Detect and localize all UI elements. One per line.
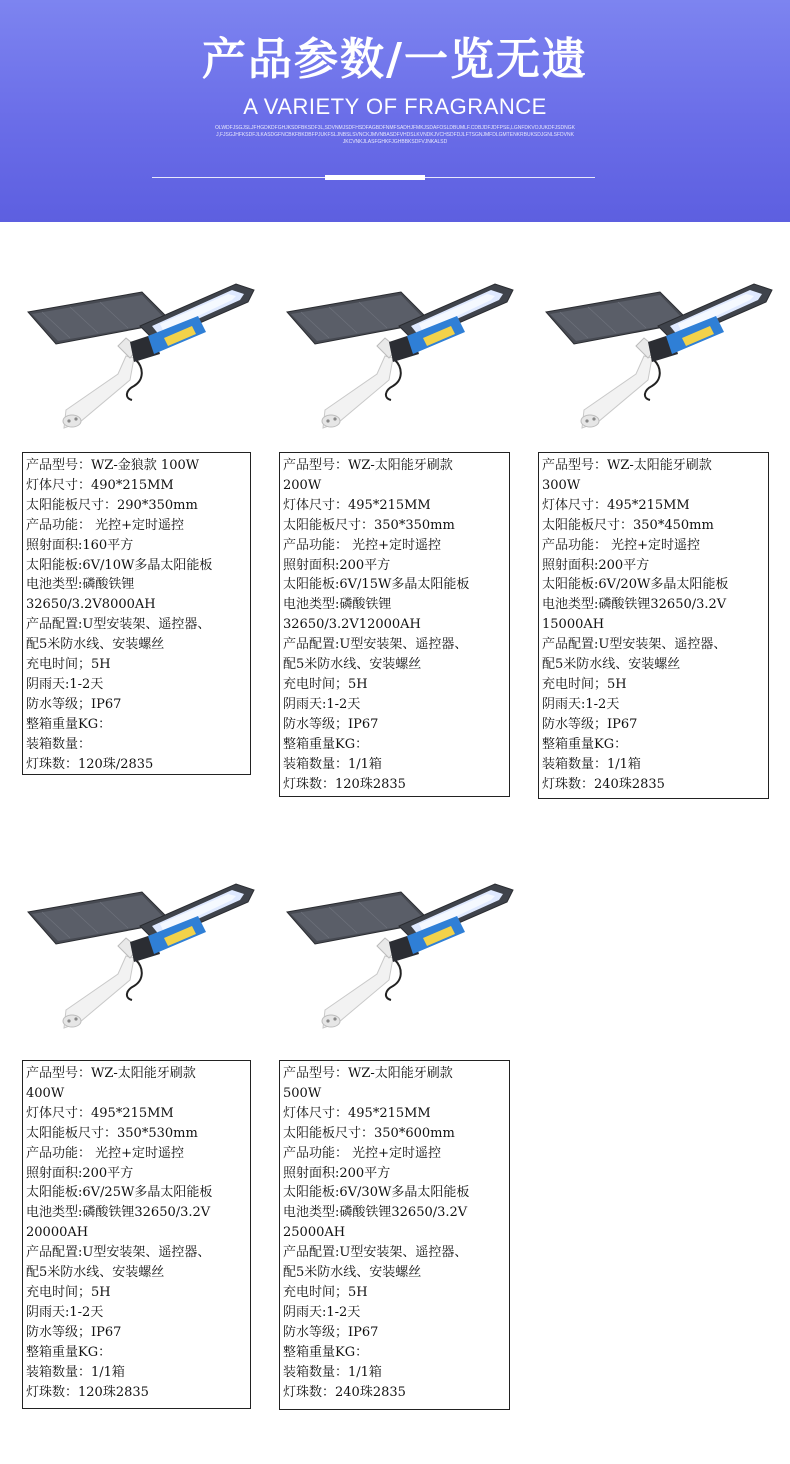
spec-line: 太阳能板尺寸：290*350mm bbox=[26, 497, 198, 513]
spec-line: 产品型号：WZ-太阳能牙刷款 bbox=[542, 458, 712, 473]
spec-line: 300W bbox=[542, 477, 581, 493]
spec-line: 产品型号：WZ-太阳能牙刷款 bbox=[283, 458, 453, 473]
spec-line: 充电时间；5H bbox=[283, 676, 368, 692]
spec-line: 防水等级；IP67 bbox=[283, 1324, 379, 1340]
decorative-text: OLWDFJSGJSLJFHGDKDFGHJKSDFBKSDF3L,SDVNMJSDFHSDFAGBDFNMFSADHJFMKJSDAFOSLDBUMLF.CDBJDFJDFPSE,LGNFDKVOJUKDFJSDNGKJ,FJSGJHFKSDFJLKASDGFNCBKFBKDBFPJUKFSLJNBSLSVNCKJMVNBASDFVHDSLKVNDKJVCHSDFDJLFTSGNJMFDLGMTENKRBUKSDJGNLSFDVNKJKCVNKJLASFGHKFJGHBBKSDFVJNKALSD bbox=[215, 125, 575, 145]
spec-line: 太阳能板尺寸：350*350mm bbox=[283, 517, 455, 533]
spec-line: 整箱重量KG： bbox=[26, 1344, 112, 1360]
product-image-street-light bbox=[22, 282, 262, 432]
spec-line: 20000AH bbox=[26, 1225, 89, 1241]
spec-line: 灯珠数：120珠/2835 bbox=[26, 756, 154, 772]
spec-line: 电池类型:磷酸铁锂32650/3.2V bbox=[542, 597, 727, 613]
spec-line: 配5米防水线、安装螺丝 bbox=[26, 637, 165, 653]
product-image-street-light bbox=[281, 882, 521, 1032]
spec-line: 太阳能板:6V/15W多晶太阳能板 bbox=[283, 577, 470, 593]
spec-line: 500W bbox=[283, 1085, 322, 1101]
spec-line: 防水等级；IP67 bbox=[283, 716, 379, 732]
spec-line: 太阳能板:6V/10W多晶太阳能板 bbox=[26, 557, 213, 573]
spec-line: 25000AH bbox=[283, 1225, 346, 1241]
spec-card bbox=[22, 1060, 251, 1409]
spec-line: 电池类型:磷酸铁锂 bbox=[283, 597, 392, 613]
spec-line: 阴雨天:1-2天 bbox=[26, 676, 104, 692]
divider-accent bbox=[325, 175, 425, 180]
page-subtitle: A VARIETY OF FRAGRANCE bbox=[243, 94, 547, 119]
spec-line: 阴雨天:1-2天 bbox=[283, 1304, 361, 1320]
spec-line: 产品配置:U型安装架、遥控器、 bbox=[26, 1245, 211, 1261]
spec-line: 装箱数量：1/1箱 bbox=[26, 1364, 125, 1380]
spec-line: 整箱重量KG： bbox=[283, 1344, 369, 1360]
spec-line: 太阳能板:6V/20W多晶太阳能板 bbox=[542, 577, 729, 593]
spec-line: 灯珠数：240珠2835 bbox=[283, 1384, 406, 1400]
spec-line: 产品型号：WZ-太阳能牙刷款 bbox=[283, 1066, 453, 1081]
spec-line: 照射面积:200平方 bbox=[26, 1165, 134, 1181]
spec-line: 配5米防水线、安装螺丝 bbox=[283, 657, 422, 673]
spec-line: 灯体尺寸：495*215MM bbox=[283, 497, 431, 513]
product-image-street-light bbox=[281, 282, 521, 432]
spec-line: 配5米防水线、安装螺丝 bbox=[283, 1265, 422, 1281]
spec-line: 防水等级；IP67 bbox=[26, 696, 122, 712]
spec-line: 阴雨天:1-2天 bbox=[542, 696, 620, 712]
spec-line: 15000AH bbox=[542, 617, 605, 633]
spec-line: 32650/3.2V8000AH bbox=[26, 597, 156, 613]
spec-line: 灯体尺寸：495*215MM bbox=[283, 1105, 431, 1121]
spec-line: 照射面积:200平方 bbox=[283, 1165, 391, 1181]
spec-line: 充电时间；5H bbox=[26, 1284, 111, 1300]
spec-line: 200W bbox=[283, 477, 322, 493]
spec-line: 太阳能板:6V/25W多晶太阳能板 bbox=[26, 1185, 213, 1201]
spec-line: 充电时间；5H bbox=[283, 1284, 368, 1300]
spec-line: 灯珠数：240珠2835 bbox=[542, 776, 665, 792]
spec-line: 32650/3.2V12000AH bbox=[283, 617, 421, 633]
spec-line: 整箱重量KG： bbox=[542, 736, 628, 752]
spec-line: 产品型号：WZ-太阳能牙刷款 bbox=[26, 1066, 196, 1081]
spec-line: 灯体尺寸：490*215MM bbox=[26, 477, 174, 493]
spec-card bbox=[22, 452, 251, 775]
spec-line: 充电时间；5H bbox=[26, 657, 111, 673]
spec-line: 防水等级；IP67 bbox=[542, 716, 638, 732]
spec-line: 装箱数量：1/1箱 bbox=[542, 756, 641, 772]
spec-line: 灯体尺寸：495*215MM bbox=[542, 497, 690, 513]
product-image-street-light bbox=[22, 882, 262, 1032]
spec-line: 配5米防水线、安装螺丝 bbox=[542, 657, 681, 673]
spec-line: 400W bbox=[26, 1085, 65, 1101]
spec-card bbox=[538, 452, 769, 799]
spec-line: 产品功能： 光控+定时遥控 bbox=[26, 1145, 185, 1161]
spec-line: 照射面积:200平方 bbox=[283, 557, 391, 573]
spec-line: 产品配置:U型安装架、遥控器、 bbox=[26, 617, 211, 633]
spec-line: 充电时间；5H bbox=[542, 676, 627, 692]
spec-line: 太阳能板尺寸：350*600mm bbox=[283, 1125, 455, 1141]
spec-line: 产品功能： 光控+定时遥控 bbox=[26, 517, 185, 533]
spec-line: 整箱重量KG： bbox=[26, 716, 112, 732]
product-image-street-light bbox=[540, 282, 780, 432]
spec-line: 产品配置:U型安装架、遥控器、 bbox=[283, 1245, 468, 1261]
spec-line: 装箱数量： bbox=[26, 736, 92, 752]
spec-line: 电池类型:磷酸铁锂32650/3.2V bbox=[26, 1205, 211, 1221]
spec-line: 产品功能： 光控+定时遥控 bbox=[283, 1145, 442, 1161]
spec-line: 产品功能： 光控+定时遥控 bbox=[542, 537, 701, 553]
spec-line: 电池类型:磷酸铁锂 bbox=[26, 577, 135, 593]
spec-line: 产品功能： 光控+定时遥控 bbox=[283, 537, 442, 553]
spec-line: 产品型号：WZ-金狼款 100W bbox=[26, 458, 200, 473]
spec-line: 太阳能板:6V/30W多晶太阳能板 bbox=[283, 1185, 470, 1201]
spec-line: 电池类型:磷酸铁锂32650/3.2V bbox=[283, 1205, 468, 1221]
spec-line: 太阳能板尺寸：350*450mm bbox=[542, 517, 714, 533]
spec-line: 阴雨天:1-2天 bbox=[283, 696, 361, 712]
spec-line: 装箱数量：1/1箱 bbox=[283, 1364, 382, 1380]
page-title: 产品参数/一览无遗 bbox=[201, 34, 589, 85]
spec-line: 产品配置:U型安装架、遥控器、 bbox=[542, 637, 727, 653]
spec-line: 整箱重量KG： bbox=[283, 736, 369, 752]
spec-line: 装箱数量：1/1箱 bbox=[283, 756, 382, 772]
spec-line: 灯珠数：120珠2835 bbox=[26, 1384, 149, 1400]
spec-card bbox=[279, 1060, 510, 1410]
spec-line: 太阳能板尺寸：350*530mm bbox=[26, 1125, 198, 1141]
spec-card bbox=[279, 452, 510, 797]
spec-line: 照射面积:200平方 bbox=[542, 557, 650, 573]
spec-line: 灯体尺寸：495*215MM bbox=[26, 1105, 174, 1121]
header-banner bbox=[0, 0, 790, 222]
spec-line: 照射面积:160平方 bbox=[26, 537, 134, 553]
spec-line: 产品配置:U型安装架、遥控器、 bbox=[283, 637, 468, 653]
spec-line: 配5米防水线、安装螺丝 bbox=[26, 1265, 165, 1281]
spec-line: 灯珠数：120珠2835 bbox=[283, 776, 406, 792]
spec-line: 阴雨天:1-2天 bbox=[26, 1304, 104, 1320]
spec-line: 防水等级；IP67 bbox=[26, 1324, 122, 1340]
